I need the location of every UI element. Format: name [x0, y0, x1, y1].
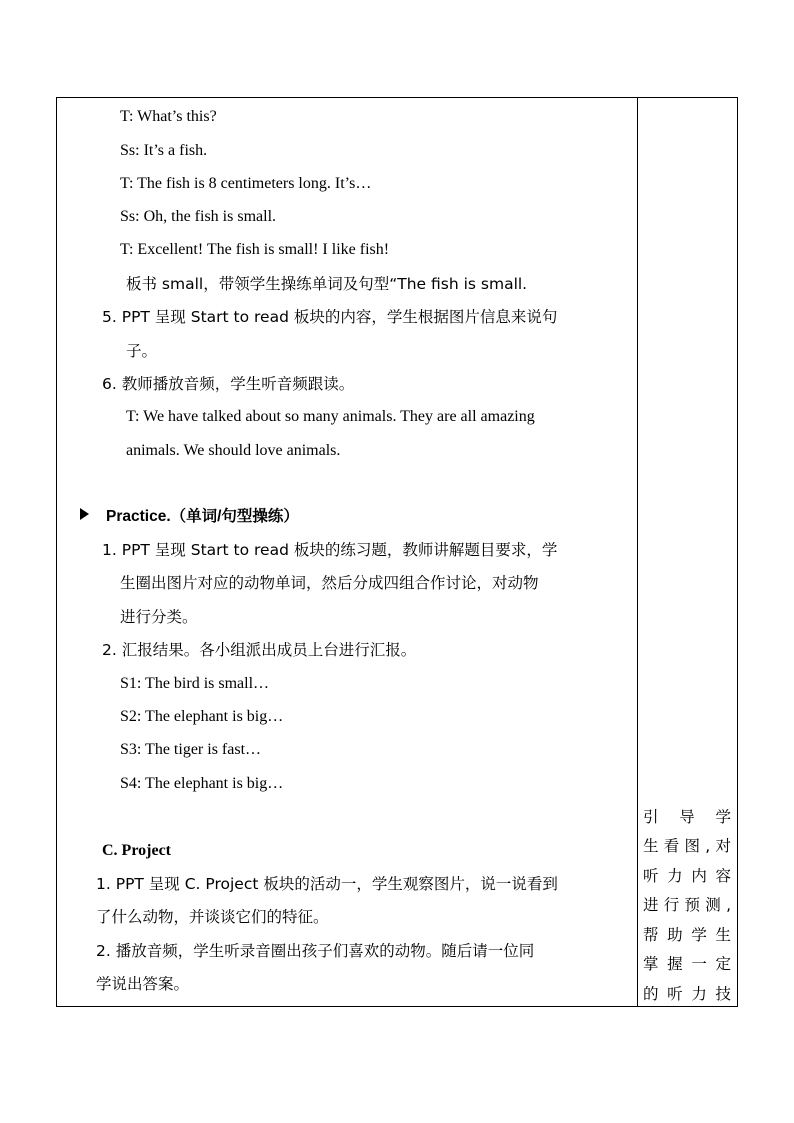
- project-step-1: 1. PPT 呈现 C. Project 板块的活动一，学生观察图片，说一说看到: [96, 875, 558, 893]
- step-6: 6. 教师播放音频，学生听音频跟读。: [102, 375, 355, 393]
- side-note-line: 听 力 内 容: [643, 867, 731, 885]
- column-divider: [637, 98, 638, 1006]
- dialogue-line: T: We have talked about so many animals. They are all amazing: [126, 408, 535, 425]
- dialogue-line: T: Excellent! The fish is small! I like fish!: [120, 241, 390, 258]
- side-note-line: 掌 握 一 定: [643, 955, 731, 973]
- step-5-continued: 子。: [126, 342, 158, 360]
- dialogue-line: animals. We should love animals.: [126, 442, 341, 459]
- side-note-line: 帮 助 学 生: [643, 926, 731, 944]
- dialogue-line: T: The fish is 8 centimeters long. It’s…: [120, 175, 372, 192]
- dialogue-line: Ss: Oh, the fish is small.: [120, 208, 277, 225]
- project-step-2: 2. 播放音频，学生听录音圈出孩子们喜欢的动物。随后请一位同: [96, 942, 535, 960]
- side-note-line: 生看图,对: [643, 837, 731, 855]
- report-line: S1: The bird is small…: [120, 675, 270, 692]
- project-step-1-continued: 了什么动物，并谈谈它们的特征。: [96, 908, 329, 926]
- report-line: S3: The tiger is fast…: [120, 741, 262, 758]
- report-line: S2: The elephant is big…: [120, 708, 284, 725]
- dialogue-line: Ss: It’s a fish.: [120, 142, 208, 159]
- bullet-arrow-icon: [80, 508, 89, 520]
- dialogue-line: T: What’s this?: [120, 108, 217, 125]
- practice-step-1: 1. PPT 呈现 Start to read 板块的练习题，教师讲解题目要求，学: [102, 541, 558, 559]
- practice-step-1-continued: 生圈出图片对应的动物单词，然后分成四组合作讨论，对动物: [120, 574, 539, 592]
- step-5: 5. PPT 呈现 Start to read 板块的内容，学生根据图片信息来说句: [102, 308, 558, 326]
- practice-step-2: 2. 汇报结果。各小组派出成员上台进行汇报。: [102, 641, 417, 659]
- side-note-line: 进行预测,: [643, 896, 731, 914]
- report-line: S4: The elephant is big…: [120, 775, 284, 792]
- project-heading: C. Project: [102, 842, 171, 859]
- side-note-line: 的 听 力 技: [643, 985, 731, 1003]
- project-step-2-continued: 学说出答案。: [96, 975, 190, 993]
- practice-step-1-continued: 进行分类。: [120, 608, 198, 626]
- board-note: 板书 small，带领学生操练单词及句型“The fish is small.: [126, 275, 528, 293]
- practice-heading: Practice.（单词/句型操练）: [106, 508, 299, 525]
- side-note-line: 引 导 学: [643, 808, 731, 826]
